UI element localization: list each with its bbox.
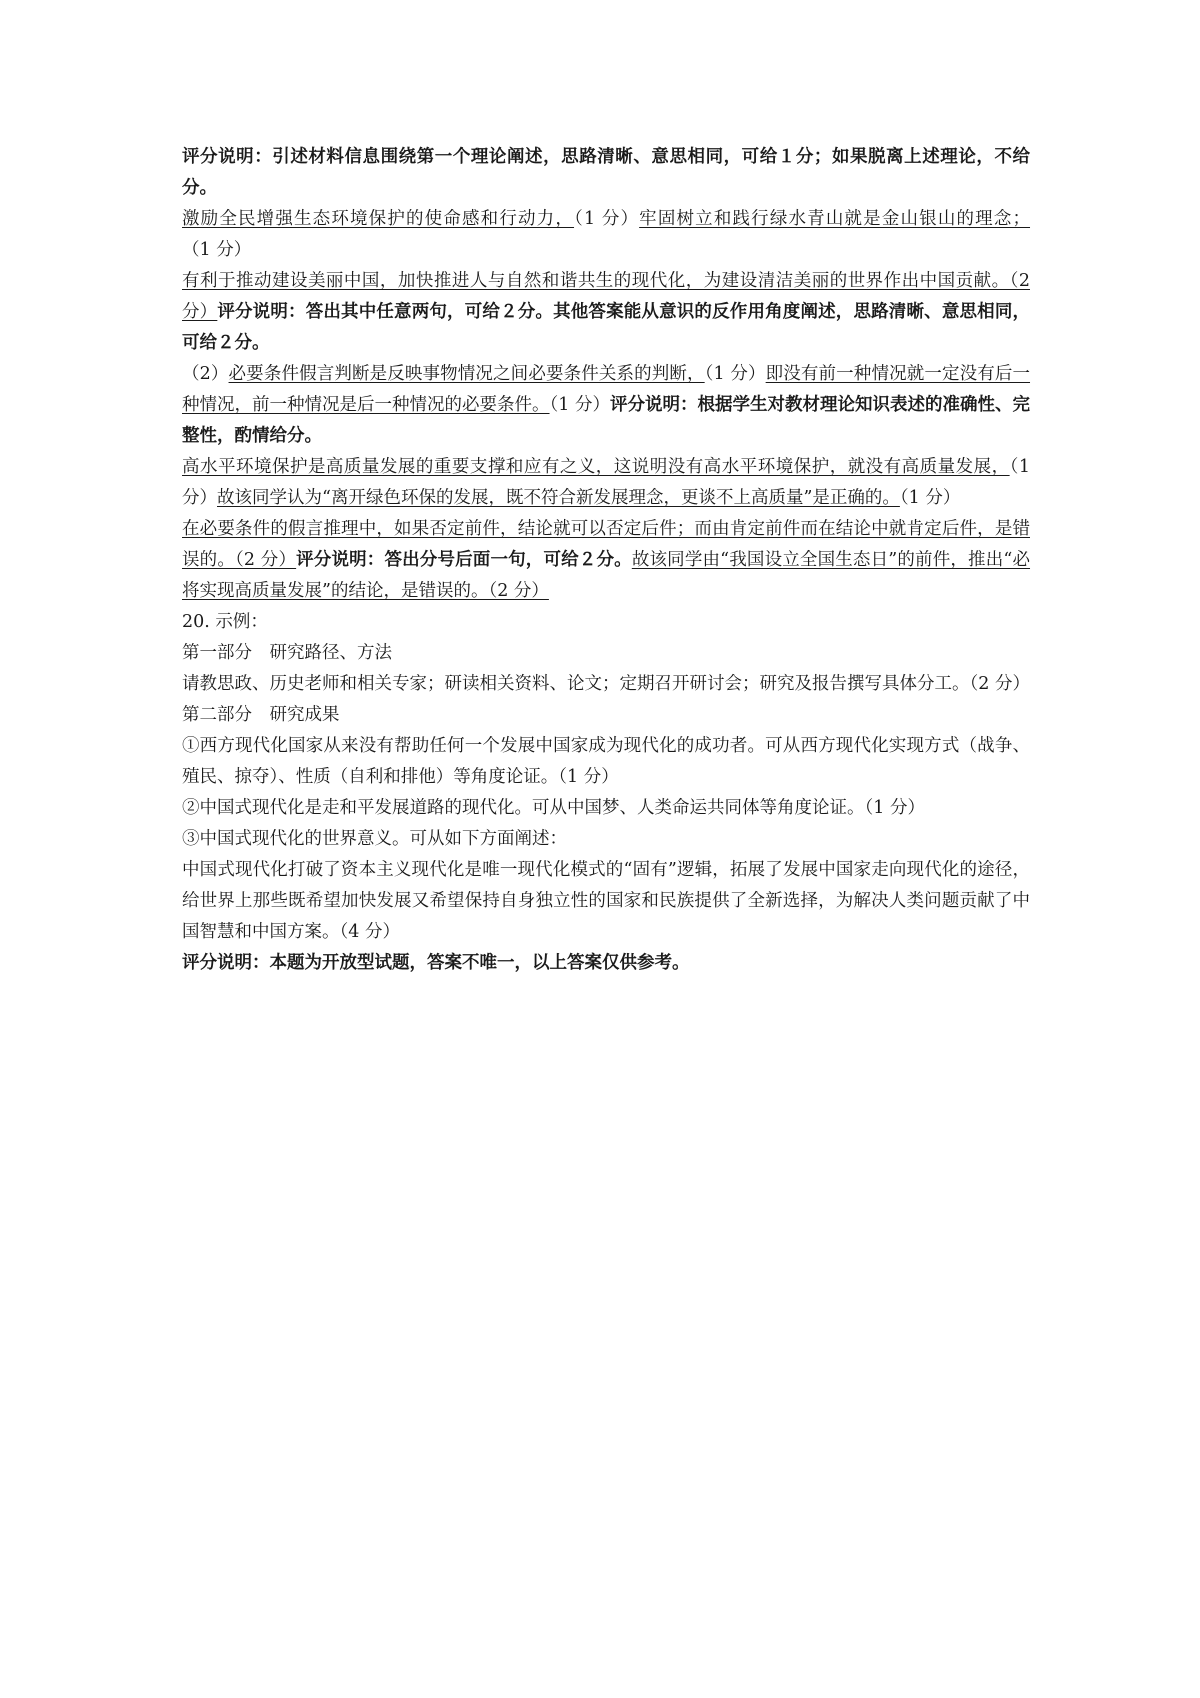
answer-paragraph [182, 669, 1030, 700]
body-text: 20. 示例： [182, 612, 268, 632]
body-text: ③中国式现代化的世界意义。可从如下方面阐述： [182, 829, 567, 849]
scoring-note: 评分说明：本题为开放型试题，答案不唯一，以上答案仅供参考。 [182, 953, 690, 973]
body-text: （1 分） [704, 364, 766, 384]
answer-paragraph [182, 204, 1030, 266]
key-point-text: 必要条件假言判断是反映事物情况之间必要条件关系的判断， [228, 364, 705, 384]
answer-paragraph [182, 731, 1030, 793]
answer-paragraph [182, 824, 1030, 855]
body-text: （1 分） [182, 240, 252, 260]
body-text: （2） [182, 364, 229, 384]
body-text: （1 分） [899, 488, 961, 508]
body-text: 第一部分 研究路径、方法 [182, 643, 392, 663]
answer-paragraph [182, 142, 1030, 204]
body-text: 中国式现代化打破了资本主义现代化是唯一现代化模式的“固有”逻辑，拓展了发展中国家走向现代化的途径，给世界上那些既希望加快发展又希望保持自身独立性的国家和民族提供了全新选择，为解决人类问题贡献了中国智慧和中国方案。（4 分） [182, 860, 1030, 942]
answer-paragraph [182, 452, 1030, 514]
answer-paragraph [182, 638, 1030, 669]
answer-paragraph [182, 793, 1030, 824]
answer-paragraph [182, 948, 1030, 979]
key-point-text: 即没有前一种情况就一定没有后一种情况，前一种情况是后一种情况的必要条件。 [182, 364, 1031, 415]
key-point-text: 激励全民增强生态环境保护的使命感和行动力， [182, 209, 575, 229]
scoring-note: 评分说明：答出其中任意两句，可给２分。其他答案能从意识的反作用角度阐述，思路清晰、意思相同，可给２分。 [182, 302, 1030, 353]
body-text: （1 分） [574, 209, 640, 229]
answer-paragraph [182, 514, 1030, 607]
body-text: （1 分） [549, 395, 610, 415]
key-point-text: 故该同学由“我国设立全国生态日”的前件，推出“必将实现高质量发展”的结论，是错误的。（2 分） [182, 550, 1031, 601]
body-text: 请教思政、历史老师和相关专家；研读相关资料、论文；定期召开研讨会；研究及报告撰写具体分工。（2 分） [182, 674, 1030, 694]
answer-key-page [182, 142, 1030, 979]
body-text: ①西方现代化国家从来没有帮助任何一个发展中国家成为现代化的成功者。可从西方现代化实现方式（战争、殖民、掠夺）、性质（自利和排他）等角度论证。（1 分） [182, 736, 1030, 787]
body-text: （1 分） [182, 457, 1031, 508]
key-point-text: 在必要条件的假言推理中，如果否定前件，结论就可以否定后件；而由肯定前件而在结论中就肯定后件，是错误的。（2 分） [182, 519, 1030, 570]
scoring-note: 评分说明：答出分号后面一句，可给２分。 [296, 550, 632, 570]
key-point-text: 高水平环境保护是高质量发展的重要支撑和应有之义，这说明没有高水平环境保护，就没有高质量发展， [182, 457, 1010, 477]
body-text: ②中国式现代化是走和平发展道路的现代化。可从中国梦、人类命运共同体等角度论证。（1 分） [182, 798, 925, 818]
answer-paragraph [182, 359, 1030, 452]
answer-paragraph [182, 700, 1030, 731]
key-point-text: 有利于推动建设美丽中国，加快推进人与自然和谐共生的现代化，为建设清洁美丽的世界作出中国贡献。（2 分） [182, 271, 1030, 322]
scoring-note: 评分说明：根据学生对教材理论知识表述的准确性、完整性，酌情给分。 [182, 395, 1031, 446]
answer-paragraph [182, 266, 1030, 359]
scoring-note: 评分说明：引述材料信息围绕第一个理论阐述，思路清晰、意思相同，可给１分；如果脱离上述理论，不给分。 [182, 147, 1030, 198]
key-point-text: 牢固树立和践行绿水青山就是金山银山的理念； [639, 209, 1031, 229]
answer-paragraph [182, 607, 1030, 638]
body-text: 第二部分 研究成果 [182, 705, 340, 725]
key-point-text: 故该同学认为“离开绿色环保的发展，既不符合新发展理念，更谈不上高质量”是正确的。 [217, 488, 900, 508]
answer-paragraph [182, 855, 1030, 948]
